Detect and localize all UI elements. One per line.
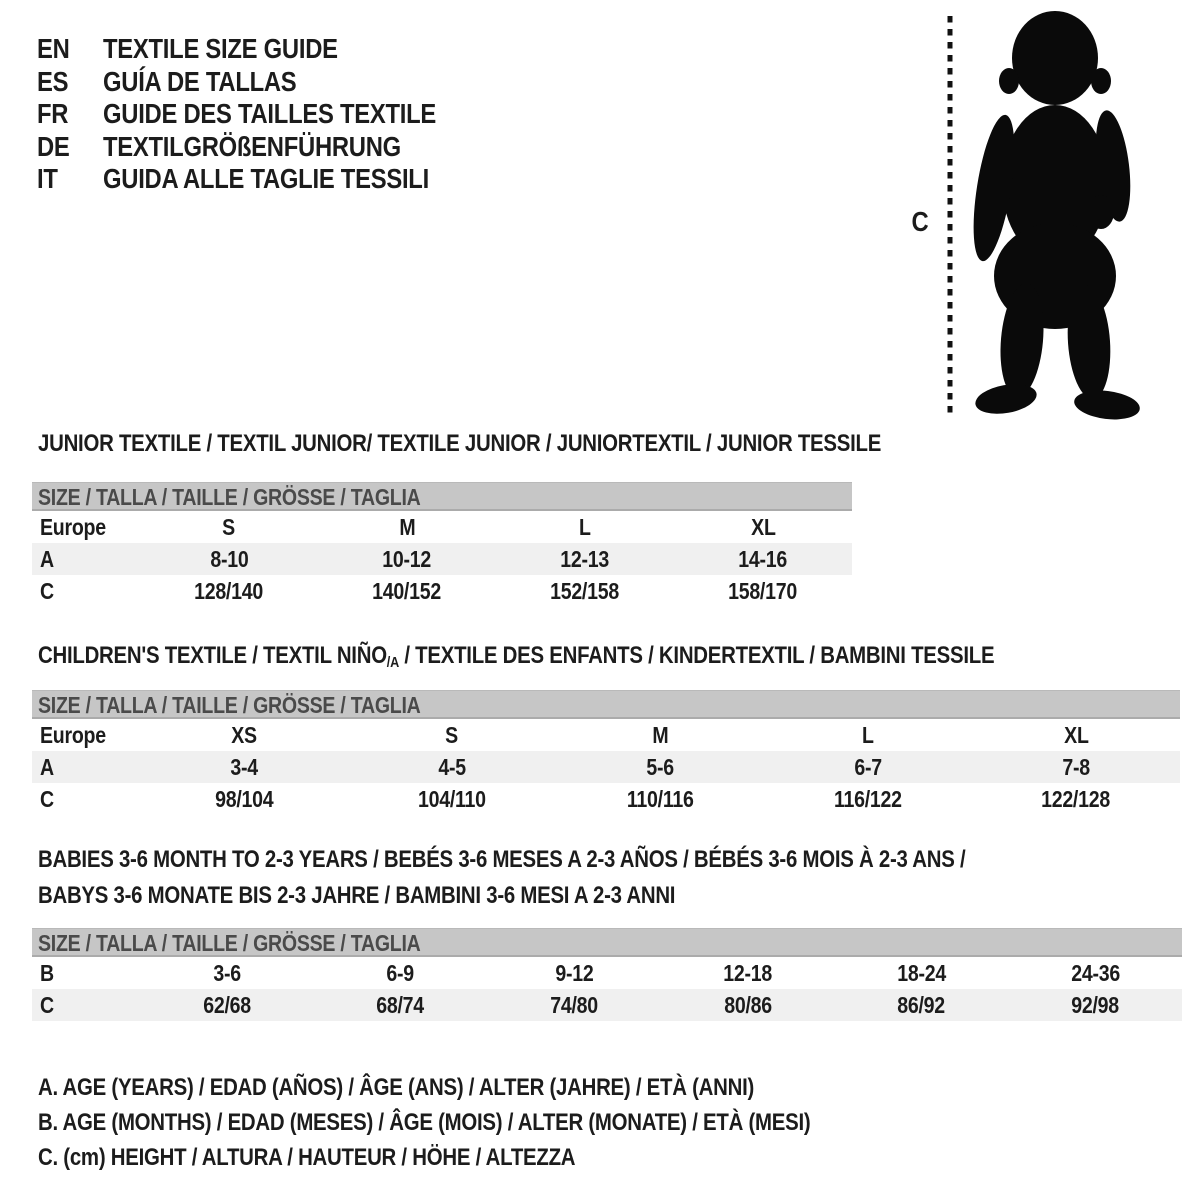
babies-section-heading-line1: BABIES 3-6 MONTH TO 2-3 YEARS / BEBÉS 3-6 MESES A 2-3 AÑOS / BÉBÉS 3-6 MOIS À 2-3 ANS / — [38, 846, 966, 873]
guide-title-fr: GUIDE DES TAILLES TEXTILE — [103, 98, 437, 130]
row-label: C — [40, 786, 54, 812]
lang-code-it: IT — [37, 163, 58, 195]
junior-size-table — [32, 482, 852, 607]
children-section-heading: CHILDREN'S TEXTILE / TEXTIL $NIÑO_{/A}$ / TEXTILE DES ENFANTS / KINDERTEXTIL / BAMBINI TESSILE — [38, 642, 995, 672]
nino-a-subscript: /A — [386, 655, 399, 672]
row-label: C — [40, 578, 54, 604]
table-row: Europe S M L XL — [32, 511, 852, 543]
row-label: Europe — [40, 722, 106, 748]
guide-title-de: TEXTILGRÖßENFÜHRUNG — [103, 130, 401, 162]
row-label: B — [40, 960, 54, 986]
babies-size-header-bar: SIZE / TALLA / TAILLE / GRÖSSE / TAGLIA — [32, 928, 1182, 957]
row-label: A — [40, 546, 54, 572]
children-size-table — [32, 690, 1180, 815]
lang-code-de: DE — [37, 130, 70, 162]
table-row: C 62/68 68/74 74/80 80/86 86/92 92/98 — [32, 989, 1182, 1021]
lang-row-fr — [37, 98, 495, 131]
lang-row-en — [37, 33, 495, 66]
guide-title-it: GUIDA ALLE TAGLIE TESSILI — [103, 163, 429, 195]
legend-line-a: A. AGE (YEARS) / EDAD (AÑOS) / ÂGE (ANS) / ALTER (JAHRE) / ETÀ (ANNI) — [38, 1074, 755, 1101]
legend-line-b: B. AGE (MONTHS) / EDAD (MESES) / ÂGE (MOIS) / ALTER (MONATE) / ETÀ (MESI) — [38, 1109, 811, 1136]
measurement-legend — [38, 1070, 947, 1175]
children-size-header-bar: SIZE / TALLA / TAILLE / GRÖSSE / TAGLIA — [32, 690, 1180, 719]
row-label: A — [40, 754, 54, 780]
lang-row-es — [37, 66, 495, 99]
junior-size-header-bar: SIZE / TALLA / TAILLE / GRÖSSE / TAGLIA — [32, 482, 852, 511]
lang-code-en: EN — [37, 33, 70, 64]
table-row: A 3-4 4-5 5-6 6-7 7-8 — [32, 751, 1180, 783]
table-row: C 128/140 140/152 152/158 158/170 — [32, 575, 852, 607]
guide-title-es: GUÍA DE TALLAS — [103, 65, 297, 97]
lang-code-fr: FR — [37, 98, 69, 130]
lang-code-es: ES — [37, 65, 69, 97]
height-measure-label: C — [911, 206, 929, 237]
lang-row-it — [37, 163, 495, 196]
junior-section-heading: JUNIOR TEXTILE / TEXTIL JUNIOR/ TEXTILE JUNIOR / JUNIORTEXTIL / JUNIOR TESSILE — [38, 430, 882, 457]
table-row: B 3-6 6-9 9-12 12-18 18-24 24-36 — [32, 957, 1182, 989]
table-row: C 98/104 104/110 110/116 116/122 122/128 — [32, 783, 1180, 815]
table-row: A 8-10 10-12 12-13 14-16 — [32, 543, 852, 575]
toddler-silhouette — [966, 11, 1142, 423]
row-label: C — [40, 992, 54, 1018]
babies-section-heading-line2: BABYS 3-6 MONATE BIS 2-3 JAHRE / BAMBINI 3-6 MESI A 2-3 ANNI — [38, 882, 676, 909]
row-label: Europe — [40, 514, 106, 540]
babies-size-table — [32, 928, 1182, 1021]
table-row: Europe XS S M L XL — [32, 719, 1180, 751]
legend-line-c: C. (cm) HEIGHT / ALTURA / HAUTEUR / HÖHE / ALTEZZA — [38, 1144, 576, 1171]
lang-row-de — [37, 131, 495, 164]
language-title-list — [37, 33, 495, 196]
guide-title-en: TEXTILE SIZE GUIDE — [103, 33, 338, 64]
